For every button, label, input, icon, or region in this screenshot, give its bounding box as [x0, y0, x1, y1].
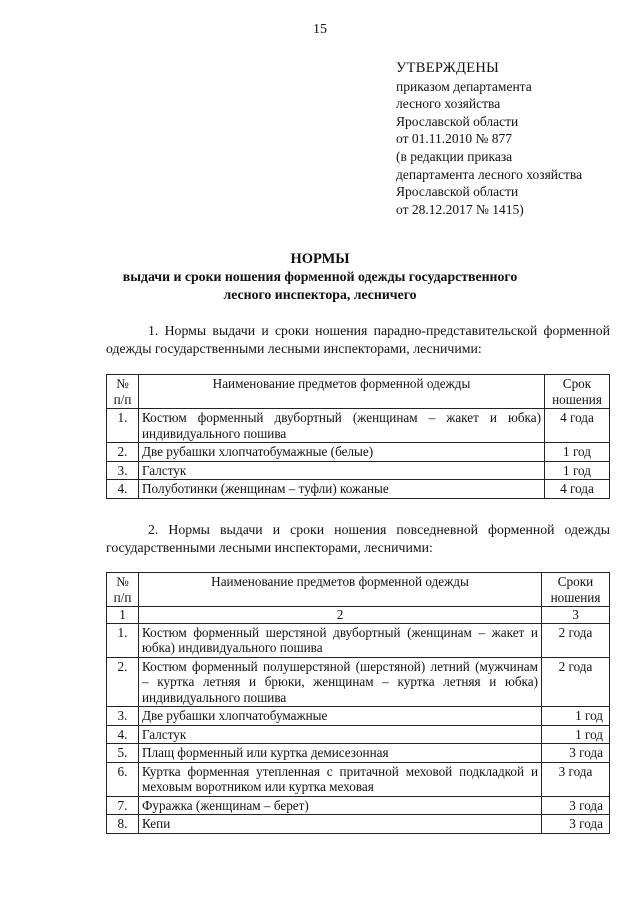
row-term: 3 года: [542, 744, 610, 763]
row-term: 2 года: [542, 657, 610, 707]
row-term: 1 год: [542, 707, 610, 726]
row-term: 3 года: [542, 762, 610, 796]
index-num: 1: [107, 607, 139, 624]
page-number: 15: [313, 22, 327, 37]
row-num: 2.: [107, 443, 139, 462]
row-num: 4.: [107, 480, 139, 499]
row-term: 4 года: [545, 409, 610, 443]
table-row: [107, 480, 610, 499]
header-term: Сроки ношения: [542, 573, 610, 607]
row-num: 1.: [107, 409, 139, 443]
row-name: Полуботинки (женщинам – туфли) кожаные: [139, 480, 545, 499]
section2-text: 2. Нормы выдачи и сроки ношения повседневной форменной одежды государственными лесными инспекторами, лесничими:: [106, 522, 610, 555]
approval-line: (в редакции приказа: [396, 148, 513, 164]
table-row: [107, 461, 610, 480]
title-line-2: лесного инспектора, лесничего: [223, 287, 417, 302]
table-row: [107, 623, 610, 657]
row-num: 3.: [107, 461, 139, 480]
approval-line: от 01.11.2010 № 877: [396, 131, 512, 147]
row-term: 1 год: [542, 725, 610, 744]
row-num: 3.: [107, 707, 139, 726]
row-term: 1 год: [545, 461, 610, 480]
header-name: Наименование предметов форменной одежды: [139, 573, 542, 607]
header-num: № п/п: [107, 375, 139, 409]
document-title: [0, 250, 640, 304]
table-row: [107, 657, 610, 707]
row-name: Две рубашки хлопчатобумажные: [139, 707, 542, 726]
row-name: Галстук: [139, 725, 542, 744]
index-term: 3: [542, 607, 610, 624]
row-name: Костюм форменный шерстяной двубортный (женщинам – жакет и юбка) индивидуального пошива: [139, 623, 542, 657]
approval-line: Ярославской области: [396, 184, 519, 200]
table-row: [107, 815, 610, 834]
row-term: 4 года: [545, 480, 610, 499]
approval-line: от 28.12.2017 № 1415): [396, 201, 524, 217]
header-num: № п/п: [107, 573, 139, 607]
header-name: Наименование предметов форменной одежды: [139, 375, 545, 409]
index-name: 2: [139, 607, 542, 624]
row-term: 1 год: [545, 443, 610, 462]
table-row: [107, 707, 610, 726]
header-term: Срок ношения: [545, 375, 610, 409]
table-row: [107, 443, 610, 462]
row-num: 7.: [107, 796, 139, 815]
approval-line: приказом департамента: [396, 78, 532, 94]
row-term: 3 года: [542, 796, 610, 815]
row-name: Галстук: [139, 461, 545, 480]
section2-paragraph: [106, 521, 610, 557]
approval-line: Ярославской области: [396, 113, 519, 129]
table-row: [107, 762, 610, 796]
table-row: [107, 725, 610, 744]
table-header-row: [107, 375, 610, 409]
title-line-1: выдачи и сроки ношения форменной одежды государственного: [122, 269, 518, 284]
row-name: Кепи: [139, 815, 542, 834]
row-num: 5.: [107, 744, 139, 763]
row-num: 8.: [107, 815, 139, 834]
table-row: [107, 409, 610, 443]
row-name: Костюм форменный двубортный (женщинам – жакет и юбка) индивидуального пошива: [139, 409, 545, 443]
row-name: Костюм форменный полушерстяной (шерстяной) летний (мужчинам – куртка летняя и брюки, женщинам – куртка летняя и юбка) индивидуального пошива: [139, 657, 542, 707]
table-header-row: [107, 573, 610, 607]
row-term: 2 года: [542, 623, 610, 657]
row-name: Куртка форменная утепленная с притачной меховой подкладкой и меховым воротником или куртка меховая: [139, 762, 542, 796]
section1-table: [106, 374, 610, 499]
approval-line: департамента лесного хозяйства: [396, 166, 583, 182]
row-term: 3 года: [542, 815, 610, 834]
section2-table: [106, 572, 610, 834]
row-num: 1.: [107, 623, 139, 657]
table-index-row: [107, 607, 610, 624]
row-name: Фуражка (женщинам – берет): [139, 796, 542, 815]
row-num: 6.: [107, 762, 139, 796]
approval-block: [396, 60, 582, 218]
row-name: Две рубашки хлопчатобумажные (белые): [139, 443, 545, 462]
row-name: Плащ форменный или куртка демисезонная: [139, 744, 542, 763]
table-row: [107, 744, 610, 763]
row-num: 2.: [107, 657, 139, 707]
section1-text: 1. Нормы выдачи и сроки ношения парадно-представительской форменной одежды государственными лесными инспекторами, лесничими:: [106, 323, 610, 356]
table-row: [107, 796, 610, 815]
row-num: 4.: [107, 725, 139, 744]
section1-paragraph: [106, 322, 610, 358]
title-main: НОРМЫ: [290, 251, 350, 267]
approval-line: лесного хозяйства: [396, 96, 501, 112]
approval-heading: УТВЕРЖДЕНЫ: [396, 60, 500, 76]
